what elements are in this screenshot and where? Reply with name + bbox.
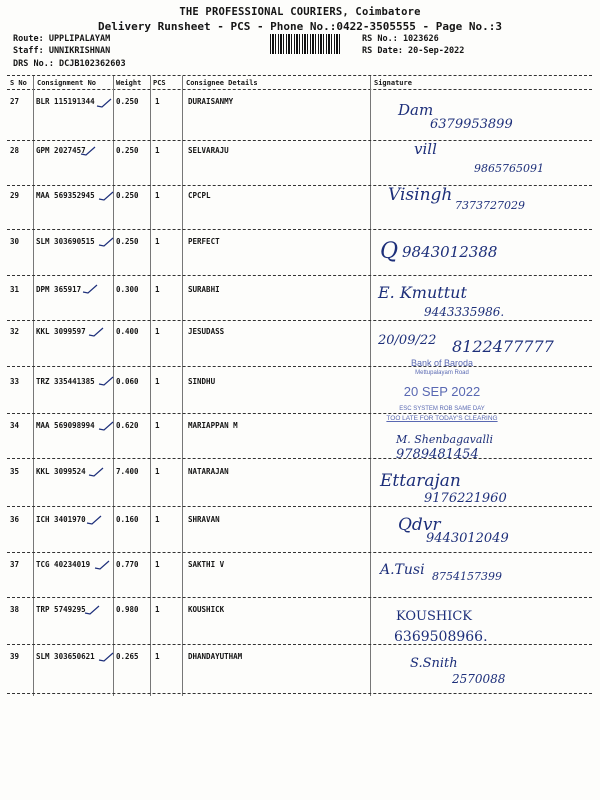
stamp-date: 20 SEP 2022 <box>403 384 481 399</box>
consignment-number: BLR 115191344 <box>36 97 95 106</box>
weight-value: 0.250 <box>116 146 139 155</box>
row-sno: 29 <box>10 191 20 200</box>
col-header-sno: S No <box>10 79 27 87</box>
tick-mark-icon <box>94 560 110 570</box>
signature-scribble: Ettarajan <box>380 471 461 491</box>
tick-mark-icon <box>98 376 114 386</box>
drs-number: DRS No.: DCJB102362603 <box>13 59 126 69</box>
barcode-image <box>270 34 342 54</box>
stamp-note-clearing: TOO LATE FOR TODAY'S CLEARING <box>386 415 498 422</box>
row-sno: 31 <box>10 285 20 294</box>
signature-phone: 2570088 <box>452 672 506 686</box>
consignment-number: MAA 569098994 <box>36 421 95 430</box>
pcs-value: 1 <box>155 605 160 614</box>
table-row <box>0 97 600 145</box>
pcs-value: 1 <box>155 237 160 246</box>
pcs-value: 1 <box>155 467 160 476</box>
row-sno: 38 <box>10 605 20 614</box>
signature-scribble: Qdvr <box>398 515 441 535</box>
consignment-number: ICH 3401970 <box>36 515 86 524</box>
signature-phone: 6369508966. <box>394 629 488 645</box>
consignee-name: NATARAJAN <box>188 467 229 476</box>
row-sno: 34 <box>10 421 20 430</box>
consignee-name: SAKTHI V <box>188 560 225 569</box>
pcs-value: 1 <box>155 377 160 386</box>
row-separator <box>7 597 592 598</box>
signature-phone: 9176221960 <box>424 491 507 506</box>
row-separator <box>7 458 592 459</box>
row-separator <box>7 366 592 367</box>
pcs-value: 1 <box>155 285 160 294</box>
signature-scribble: S.Snith <box>410 656 458 671</box>
tick-mark-icon <box>82 284 98 294</box>
pcs-value: 1 <box>155 421 160 430</box>
tick-mark-icon <box>96 98 112 108</box>
signature-scribble: KOUSHICK <box>396 609 473 624</box>
consignment-number: SLM 303690515 <box>36 237 95 246</box>
col-header-consignee: Consignee Details <box>186 79 258 87</box>
consignee-name: DHANDAYUTHAM <box>188 652 243 661</box>
pcs-value: 1 <box>155 560 160 569</box>
table-row <box>0 185 600 239</box>
tick-mark-icon <box>98 652 114 662</box>
table-header-rule <box>7 89 592 90</box>
tick-mark-icon <box>88 327 104 337</box>
weight-value: 0.400 <box>116 327 139 336</box>
row-separator <box>7 413 592 414</box>
row-sno: 35 <box>10 467 20 476</box>
table-row <box>0 237 600 285</box>
rs-date: RS Date: 20-Sep-2022 <box>362 46 465 56</box>
signature-phone: 9443012049 <box>426 531 509 546</box>
pcs-value: 1 <box>155 652 160 661</box>
pcs-value: 1 <box>155 97 160 106</box>
signature-phone: 9843012388 <box>402 243 498 261</box>
weight-value: 0.770 <box>116 560 139 569</box>
tick-mark-icon <box>98 237 114 247</box>
consignee-name: PERFECT <box>188 237 220 246</box>
consignee-name: JESUDASS <box>188 327 225 336</box>
consignment-number: TRZ 335441385 <box>36 377 95 386</box>
table-row <box>0 377 600 425</box>
signature-phone: 9789481454 <box>396 447 479 462</box>
tick-mark-icon <box>84 605 100 615</box>
row-sno: 28 <box>10 146 20 155</box>
weight-value: 0.250 <box>116 237 139 246</box>
row-separator <box>7 320 592 321</box>
row-sno: 27 <box>10 97 20 106</box>
col-header-pcs: PCS <box>153 79 166 87</box>
row-sno: 32 <box>10 327 20 336</box>
consignment-number: GPM 2027457 <box>36 146 86 155</box>
weight-value: 0.980 <box>116 605 139 614</box>
signature-scribble: A.Tusi <box>380 562 425 578</box>
row-separator <box>7 229 592 230</box>
weight-value: 0.160 <box>116 515 139 524</box>
consignment-number: KKL 3099524 <box>36 467 86 476</box>
pcs-value: 1 <box>155 191 160 200</box>
consignment-number: KKL 3099597 <box>36 327 86 336</box>
row-sno: 39 <box>10 652 20 661</box>
tick-mark-icon <box>88 467 104 477</box>
consignment-number: TCG 40234019 <box>36 560 91 569</box>
stamp-note-esc: ESC SYSTEM ROB SAME DAY <box>399 406 485 412</box>
signature-phone: 9443335986. <box>424 305 505 319</box>
row-separator <box>7 506 592 507</box>
runsheet-subtitle: Delivery Runsheet - PCS - Phone No.:0422-3505555 - Page No.:3 <box>98 20 502 33</box>
consignee-name: CPCPL <box>188 191 211 200</box>
table-row <box>0 560 600 608</box>
signature-phone: 8122477777 <box>452 337 554 356</box>
row-sno: 36 <box>10 515 20 524</box>
row-sno: 30 <box>10 237 20 246</box>
signature-scribble: Q <box>380 239 399 264</box>
weight-value: 0.250 <box>116 191 139 200</box>
weight-value: 0.250 <box>116 97 139 106</box>
signature-phone: 8754157399 <box>432 570 502 583</box>
col-header-signature: Signature <box>374 79 412 87</box>
col-header-consignment: Consignment No <box>37 79 97 87</box>
consignee-name: SURABHI <box>188 285 220 294</box>
signature-scribble: 20/09/22 <box>378 333 437 348</box>
row-separator <box>7 552 592 553</box>
row-sno: 33 <box>10 377 20 386</box>
consignee-name: SINDHU <box>188 377 216 386</box>
signature-scribble: M. Shenbagavalli <box>396 433 493 446</box>
consignee-name: DURAISANMY <box>188 97 234 106</box>
weight-value: 0.265 <box>116 652 139 661</box>
consignee-name: MARIAPPAN M <box>188 421 238 430</box>
tick-mark-icon <box>86 515 102 525</box>
tick-mark-icon <box>80 146 96 156</box>
table-top-rule <box>7 75 592 76</box>
rs-number: RS No.: 1023626 <box>362 34 439 44</box>
bank-stamp <box>383 356 501 426</box>
stamp-branch: Mettupalayam Road <box>415 370 469 376</box>
signature-scribble: vill <box>414 140 437 158</box>
route-label: Route: UPPLIPALAYAM <box>13 34 111 44</box>
weight-value: 0.620 <box>116 421 139 430</box>
weight-value: 0.300 <box>116 285 139 294</box>
signature-scribble: Visingh <box>388 185 453 205</box>
row-separator <box>7 693 592 694</box>
consignment-number: TRP 5749295 <box>36 605 86 614</box>
consignee-name: KOUSHICK <box>188 605 225 614</box>
stamp-bank-name: Bank of Baroda <box>410 358 474 368</box>
weight-value: 0.060 <box>116 377 139 386</box>
col-header-weight: Weight <box>116 79 142 87</box>
row-separator <box>7 275 592 276</box>
staff-label: Staff: UNNIKRISHNAN <box>13 46 111 56</box>
pcs-value: 1 <box>155 515 160 524</box>
company-title: THE PROFESSIONAL COURIERS, Coimbatore <box>179 6 421 18</box>
row-separator <box>7 140 592 141</box>
signature-phone: 9865765091 <box>474 162 544 175</box>
pcs-value: 1 <box>155 327 160 336</box>
signature-phone: 7373727029 <box>455 199 525 212</box>
consignment-number: MAA 569352945 <box>36 191 95 200</box>
signature-scribble: E. Kmuttut <box>378 283 467 302</box>
row-sno: 37 <box>10 560 20 569</box>
table-row <box>0 421 600 469</box>
consignment-number: SLM 303650621 <box>36 652 95 661</box>
consignee-name: SELVARAJU <box>188 146 229 155</box>
signature-phone: 6379953899 <box>430 117 513 132</box>
consignee-name: SHRAVAN <box>188 515 220 524</box>
row-separator <box>7 185 592 186</box>
row-separator <box>7 644 592 645</box>
pcs-value: 1 <box>155 146 160 155</box>
signature-scribble: Dam <box>398 101 434 119</box>
consignment-number: DPM 365917 <box>36 285 82 294</box>
tick-mark-icon <box>98 191 114 201</box>
tick-mark-icon <box>98 421 114 431</box>
weight-value: 7.400 <box>116 467 139 476</box>
